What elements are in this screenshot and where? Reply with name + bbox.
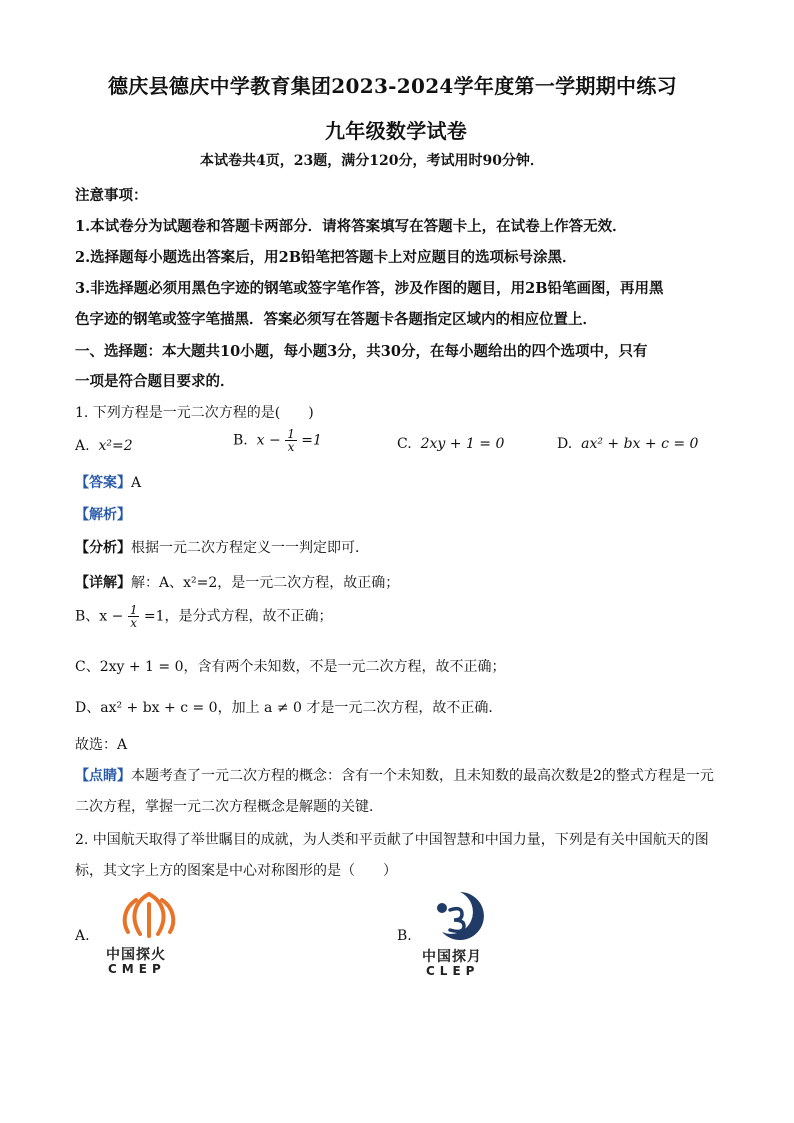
note-item-3-line1: 3.非选择题必须用黑色字迹的钢笔或签字笔作答，涉及作图的题目，用2B铅笔画图，再用黑 <box>75 280 664 297</box>
clep-logo <box>420 888 510 980</box>
dianjing-line1 <box>75 765 714 785</box>
cmep-flame-icon <box>104 890 194 942</box>
q1-option-b-right: =1 <box>301 432 322 449</box>
cmep-en-text: CMEP <box>108 962 166 976</box>
q1-option-d <box>557 436 698 452</box>
exam-title-line1: 德庆县德庆中学教育集团2023-2024学年度第一学期期中练习 <box>108 74 677 98</box>
conclusion: 故选：A <box>75 737 128 753</box>
fraction-numerator: 1 <box>129 603 138 617</box>
q2-stem-line2: 标，其文字上方的图案是中心对称图形的是（ ） <box>75 863 397 879</box>
fenxi-text: 根据一元二次方程定义一一判定即可． <box>131 540 369 556</box>
clep-en-text: CLEP <box>426 964 480 978</box>
clep-cn-text: 中国探月 <box>422 949 482 965</box>
q1-option-c-label: C. <box>397 436 412 452</box>
q2-stem-line1: 2. 中国航天取得了举世瞩目的成就，为人类和平贡献了中国智慧和中国力量，下列是有关中国航天的图 <box>75 832 709 848</box>
q1-option-a <box>75 438 133 454</box>
notes-heading: 注意事项： <box>75 187 148 204</box>
fraction-denominator: x <box>287 440 295 454</box>
xiangjie-a: 解：A、x²=2，是一元二次方程，故正确； <box>131 575 400 591</box>
fenxi-tag: 【分析】 <box>75 540 131 556</box>
answer-tag: 【答案】 <box>75 475 131 491</box>
xiangjie-d: D、ax² + bx + c = 0，加上 a ≠ 0 才是一元二次方程，故不正确． <box>75 700 503 716</box>
fenxi-line <box>75 537 369 557</box>
dianjing-line2: 二次方程，掌握一元二次方程概念是解题的关键． <box>75 799 383 815</box>
q1-option-b-left: x − <box>256 432 281 449</box>
answer-line <box>75 472 141 492</box>
clep-moon-icon <box>420 888 500 942</box>
answer-value: A <box>131 475 142 491</box>
xiangjie-b-fraction <box>128 604 140 629</box>
xiangjie-b-suffix: =1，是分式方程，故不正确； <box>143 608 333 625</box>
q1-option-b <box>233 428 322 453</box>
q1-option-b-label: B. <box>233 432 248 449</box>
q1-option-c-expr: 2xy + 1 = 0 <box>420 436 505 452</box>
exam-title-line2: 九年级数学试卷 <box>325 119 468 143</box>
q1-stem: 1. 下列方程是一元二次方程的是( ) <box>75 405 314 421</box>
q1-option-d-expr: ax² + bx + c = 0 <box>581 436 699 452</box>
fraction-denominator: x <box>130 616 138 630</box>
xiangjie-tag: 【详解】 <box>75 575 131 591</box>
cmep-logo <box>104 890 194 980</box>
q1-option-a-expr: x²=2 <box>98 438 133 454</box>
xiangjie-b <box>75 604 333 629</box>
section1-heading-line2: 一项是符合题目要求的． <box>75 373 235 390</box>
xiangjie-line <box>75 572 399 592</box>
cmep-cn-text: 中国探火 <box>106 947 166 963</box>
note-item-2: 2.选择题每小题选出答案后，用2B铅笔把答题卡上对应题目的选项标号涂黑． <box>75 249 577 266</box>
q1-option-a-label: A. <box>75 438 90 454</box>
q1-option-c <box>397 436 504 452</box>
note-item-1: 1.本试卷分为试题卷和答题卡两部分．请将答案填写在答题卡上，在试卷上作答无效． <box>75 218 627 235</box>
dianjing-text1: 本题考查了一元二次方程的概念：含有一个未知数，且未知数的最高次数是2的整式方程是一元 <box>131 768 714 784</box>
note-item-3-line2: 色字迹的钢笔或签字笔描黑．答案必须写在答题卡各题指定区域内的相应位置上． <box>75 311 597 328</box>
q2-option-b-label: B. <box>397 928 412 944</box>
q1-option-d-label: D. <box>557 436 573 452</box>
analysis-tag: 【解析】 <box>75 507 131 523</box>
q1-option-b-fraction <box>285 428 297 453</box>
section1-heading-line1: 一、选择题：本大题共10小题，每小题3分，共30分，在每小题给出的四个选项中，只有 <box>75 343 648 360</box>
xiangjie-b-prefix: B、x − <box>75 608 124 625</box>
q2-option-a-label: A. <box>75 928 90 944</box>
xiangjie-c: C、2xy + 1 = 0，含有两个未知数，不是一元二次方程，故不正确； <box>75 659 506 675</box>
fraction-numerator: 1 <box>287 427 295 441</box>
dianjing-tag: 【点睛】 <box>75 768 131 784</box>
exam-subtitle: 本试卷共4页，23题，满分120分，考试用时90分钟． <box>200 153 544 169</box>
